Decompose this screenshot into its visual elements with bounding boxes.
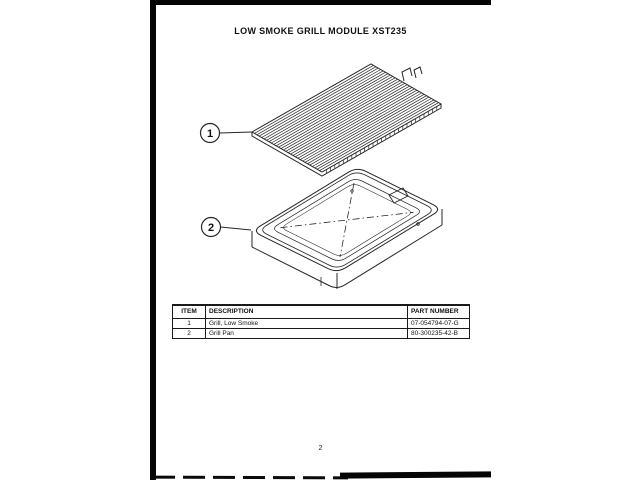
grate-ribs [254,65,438,170]
table-row [173,328,470,338]
parts-table-header-row [173,305,470,318]
description-cell: Grill, Low Smoke [206,318,408,328]
pan-hole-top [351,190,353,192]
page-title: LOW SMOKE GRILL MODULE XST235 [234,26,407,36]
pan-centerline-marks [281,183,414,257]
grill-grate-illustration [252,64,441,176]
parts-table-header-item: ITEM [173,305,206,318]
part-number-cell: 07-054794-07-G [408,318,470,328]
grate-mounting-tab [402,67,422,81]
grate-outline [252,64,441,172]
callout-1-number: 1 [206,128,214,140]
callout-1 [201,124,253,143]
grill-pan-illustration [252,169,442,289]
callout-2 [202,218,252,237]
page-number: 2 [318,445,323,452]
pan-side-walls [252,209,442,289]
parts-table [172,304,470,339]
table-row [173,318,470,328]
description-cell: Grill Pan [206,328,408,338]
item-cell: 1 [173,318,206,328]
callout-1-leader-line [220,132,253,133]
pan-outer-rim [256,169,437,270]
callout-2-number: 2 [207,222,215,234]
parts-table-header-part-number: PART NUMBER [408,305,470,318]
callout-2-leader-line [221,227,252,230]
parts-table-header-description: DESCRIPTION [206,305,408,318]
item-cell: 2 [173,328,206,338]
part-number-cell: 80-300235-42-B [408,328,470,338]
